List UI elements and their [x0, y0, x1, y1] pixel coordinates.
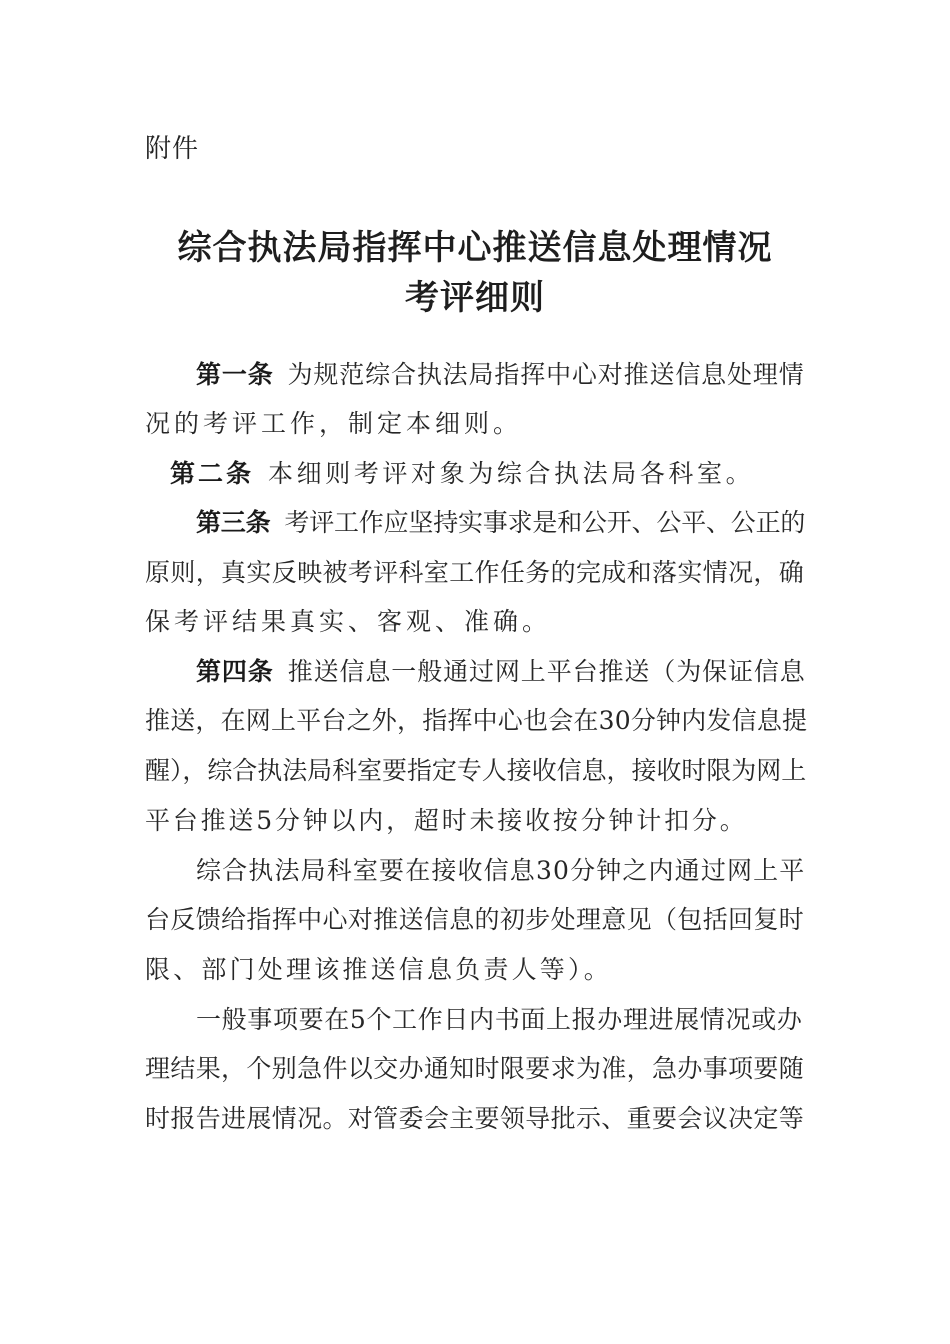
paragraph-5-line-1: 综合执法局科室要在接收信息30分钟之内通过网上平 — [196, 856, 806, 885]
article-2-label: 第二条 — [170, 459, 255, 488]
article-3-text-1: 考评工作应坚持实事求是和公开、公平、公正的 — [284, 508, 806, 537]
article-3-line-1 — [196, 506, 805, 540]
article-1-text-1: 为规范综合执法局指挥中心对推送信息处理情 — [287, 360, 805, 389]
document-title-line-2: 考评细则 — [405, 278, 545, 318]
article-4-line-4: 平台推送5分钟以内，超时未接收按分钟计扣分。 — [145, 806, 748, 835]
attachment-label: 附件 — [145, 134, 200, 164]
paragraph-6-line-2: 理结果，个别急件以交办通知时限要求为准，急办事项要随 — [145, 1054, 805, 1083]
article-2-line-1 — [170, 457, 754, 491]
article-3-label: 第三条 — [196, 508, 271, 537]
paragraph-6-line-3: 时报告进展情况。对管委会主要领导批示、重要会议决定等 — [145, 1104, 805, 1133]
article-3-line-2: 原则，真实反映被考评科室工作任务的完成和落实情况，确 — [145, 558, 805, 587]
article-1-label: 第一条 — [196, 360, 274, 389]
article-1-line-1 — [196, 358, 805, 392]
article-3-line-3: 保考评结果真实、客观、准确。 — [145, 607, 552, 636]
article-4-line-1 — [196, 655, 806, 689]
document-title-line-1: 综合执法局指挥中心推送信息处理情况 — [177, 228, 773, 268]
paragraph-6-line-1: 一般事项要在5个工作日内书面上报办理进展情况或办 — [196, 1005, 803, 1034]
article-4-line-2: 推送，在网上平台之外，指挥中心也会在30分钟内发信息提 — [145, 706, 808, 735]
paragraph-5-line-3: 限、部门处理该推送信息负责人等）。 — [145, 955, 612, 984]
article-2-text-1: 本细则考评对象为综合执法局各科室。 — [268, 459, 755, 488]
article-4-line-3: 醒），综合执法局科室要指定专人接收信息，接收时限为网上 — [145, 756, 807, 785]
paragraph-5-line-2: 台反馈给指挥中心对推送信息的初步处理意见（包括回复时 — [145, 905, 805, 934]
article-4-text-1: 推送信息一般通过网上平台推送（为保证信息 — [287, 657, 806, 686]
article-4-label: 第四条 — [196, 657, 274, 686]
article-1-line-2: 况的考评工作，制定本细则。 — [145, 409, 523, 438]
